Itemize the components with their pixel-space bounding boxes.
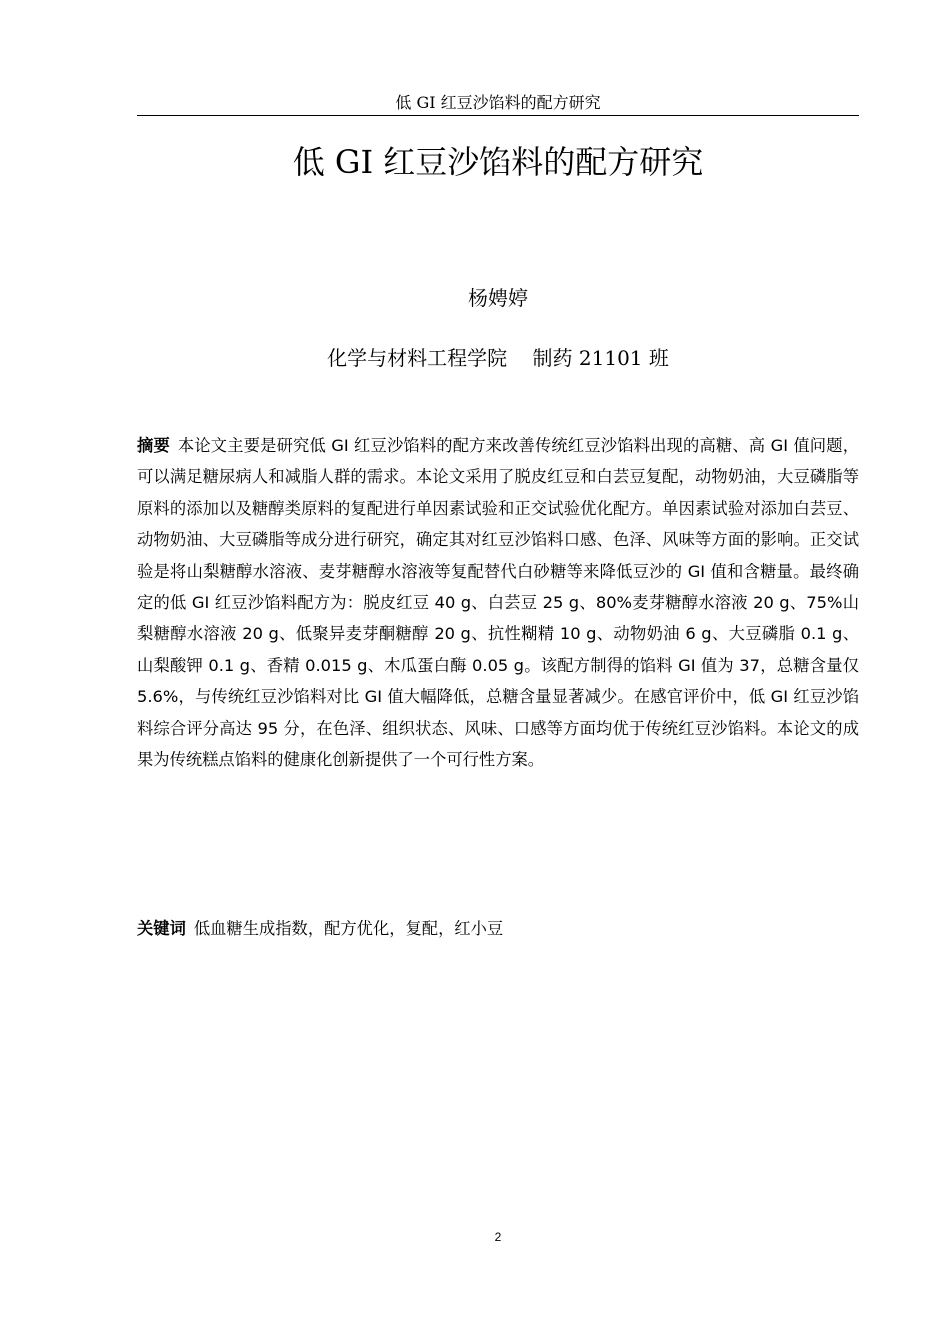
author-affiliation: 化学与材料工程学院 制药 21101 班 [327,346,669,370]
abstract [137,430,859,775]
page-number: 2 [494,1230,502,1244]
abstract-label: 摘要 [137,436,170,455]
keywords-label: 关键词 [137,919,186,938]
abstract-text: 本论文主要是研究低 GI 红豆沙馅料的配方来改善传统红豆沙馅料出现的高糖、高 GI 值问题，可以满足糖尿病人和减脂人群的需求。本论文采用了脱皮红豆和白芸豆复配，动物奶油，大豆磷脂等原料的添加以及糖醇类原料的复配进行单因素试验和正交试验优化配方。单因素试验对添加白芸豆、动物奶油、大豆磷脂等成分进行研究，确定其对红豆沙馅料口感、色泽、风味等方面的影响。正交试验是将山梨糖醇水溶液、麦芽糖醇水溶液等复配替代白砂糖等来降低豆沙的 GI 值和含糖量。最终确定的低 GI 红豆沙馅料配方为：脱皮红豆 40 g、白芸豆 25 g、80%麦芽糖醇水溶液 20 g、75%山梨糖醇水溶液 20 g、低聚异麦芽酮糖醇 20 g、抗性糊精 10 g、动物奶油 6 g、大豆磷脂 0.1 g、山梨酸钾 0.1 g、香精 0.015 g、木瓜蛋白酶 0.05 g。该配方制得的馅料 GI 值为 37，总糖含量仅 5.6%，与传统红豆沙馅料对比 GI 值大幅降低，总糖含量显著减少。在感官评价中，低 GI 红豆沙馅料综合评分高达 95 分，在色泽、组织状态、风味、口感等方面均优于传统红豆沙馅料。本论文的成果为传统糕点馅料的健康化创新提供了一个可行性方案。 [137,436,859,770]
header-rule [137,115,859,116]
keywords-text: 低血糖生成指数，配方优化，复配，红小豆 [193,919,504,938]
paper-title: 低 GI 红豆沙馅料的配方研究 [292,143,704,181]
running-header: 低 GI 红豆沙馅料的配方研究 [395,93,601,112]
keywords [137,913,859,944]
author-name: 杨娉婷 [468,286,528,310]
